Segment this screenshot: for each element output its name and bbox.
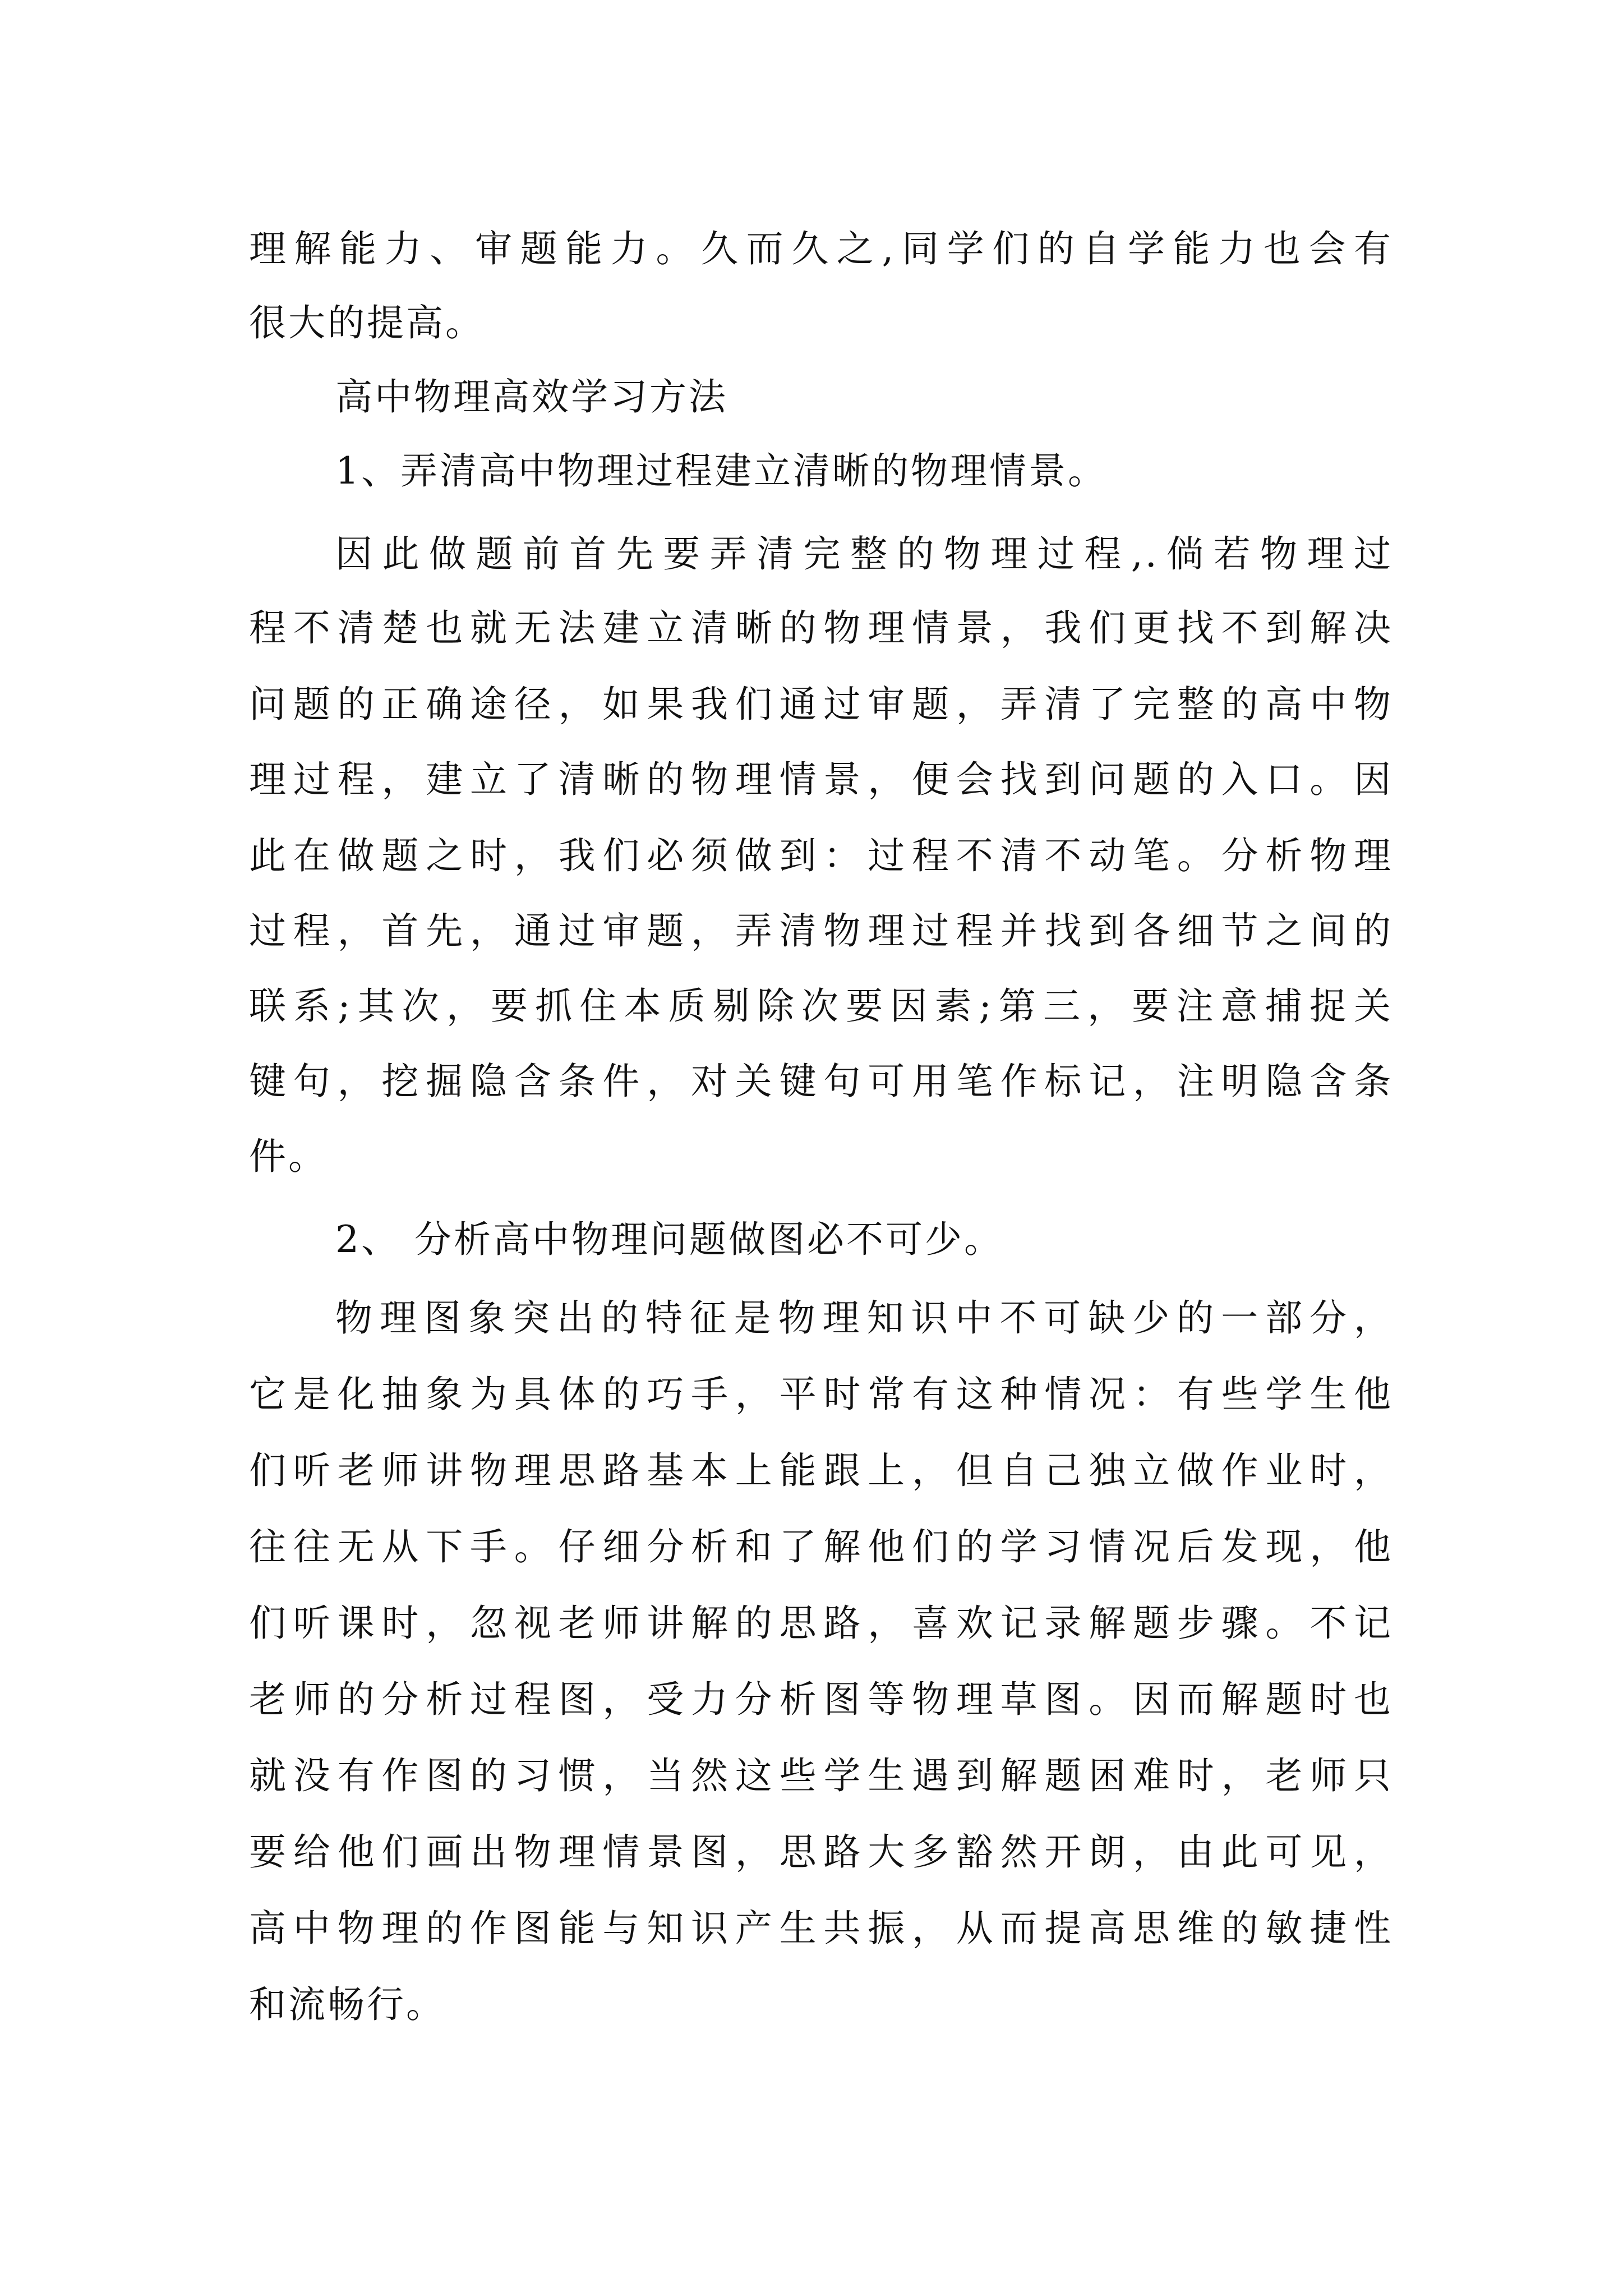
text-line: 老师的分析过程图，受力分析图等物理草图。因而解题时也 bbox=[249, 1678, 1393, 1721]
text-line: 程不清楚也就无法建立清晰的物理情景，我们更找不到解决 bbox=[249, 606, 1393, 650]
text-line: 联系;其次，要抓住本质剔除次要因素;第三，要注意捕捉关 bbox=[249, 984, 1393, 1028]
text-line: 键句，挖掘隐含条件，对关键句可用笔作标记，注明隐含条 bbox=[249, 1060, 1393, 1103]
text-line: 它是化抽象为具体的巧手，平时常有这种情况：有些学生他 bbox=[249, 1373, 1393, 1416]
text-line: 件。 bbox=[249, 1135, 328, 1178]
text-line: 就没有作图的习惯，当然这些学生遇到解题困难时，老师只 bbox=[249, 1754, 1393, 1797]
text-line: 物理图象突出的特征是物理知识中不可缺少的一部分， bbox=[335, 1296, 1393, 1340]
text-line: 往往无从下手。仔细分析和了解他们的学习情况后发现，他 bbox=[249, 1525, 1393, 1568]
text-line: 和流畅行。 bbox=[249, 1983, 445, 2026]
numbered-heading-1: 1、弄清高中物理过程建立清晰的物理情景。 bbox=[335, 449, 1107, 493]
text-line: 要给他们画出物理情景图，思路大多豁然开朗，由此可见， bbox=[249, 1830, 1393, 1874]
text-line: 过程，首先，通过审题，弄清物理过程并找到各细节之间的 bbox=[249, 909, 1393, 953]
text-line: 问题的正确途径，如果我们通过审题，弄清了完整的高中物 bbox=[249, 683, 1393, 726]
text-line: 因此做题前首先要弄清完整的物理过程,.倘若物理过 bbox=[335, 532, 1393, 576]
text-line: 此在做题之时，我们必须做到：过程不清不动笔。分析物理 bbox=[249, 834, 1393, 877]
text-line: 们听课时，忽视老师讲解的思路，喜欢记录解题步骤。不记 bbox=[249, 1602, 1393, 1645]
numbered-heading-2: 2、 分析高中物理问题做图必不可少。 bbox=[335, 1218, 1003, 1261]
text-line: 很大的提高。 bbox=[249, 301, 485, 344]
section-heading: 高中物理高效学习方法 bbox=[335, 375, 728, 418]
text-line: 理解能力、审题能力。久而久之,同学们的自学能力也会有 bbox=[249, 227, 1393, 270]
text-line: 理过程，建立了清晰的物理情景，便会找到问题的入口。因 bbox=[249, 758, 1393, 801]
text-line: 们听老师讲物理思路基本上能跟上，但自己独立做作业时， bbox=[249, 1449, 1393, 1492]
text-line: 高中物理的作图能与知识产生共振，从而提高思维的敏捷性 bbox=[249, 1907, 1393, 1950]
